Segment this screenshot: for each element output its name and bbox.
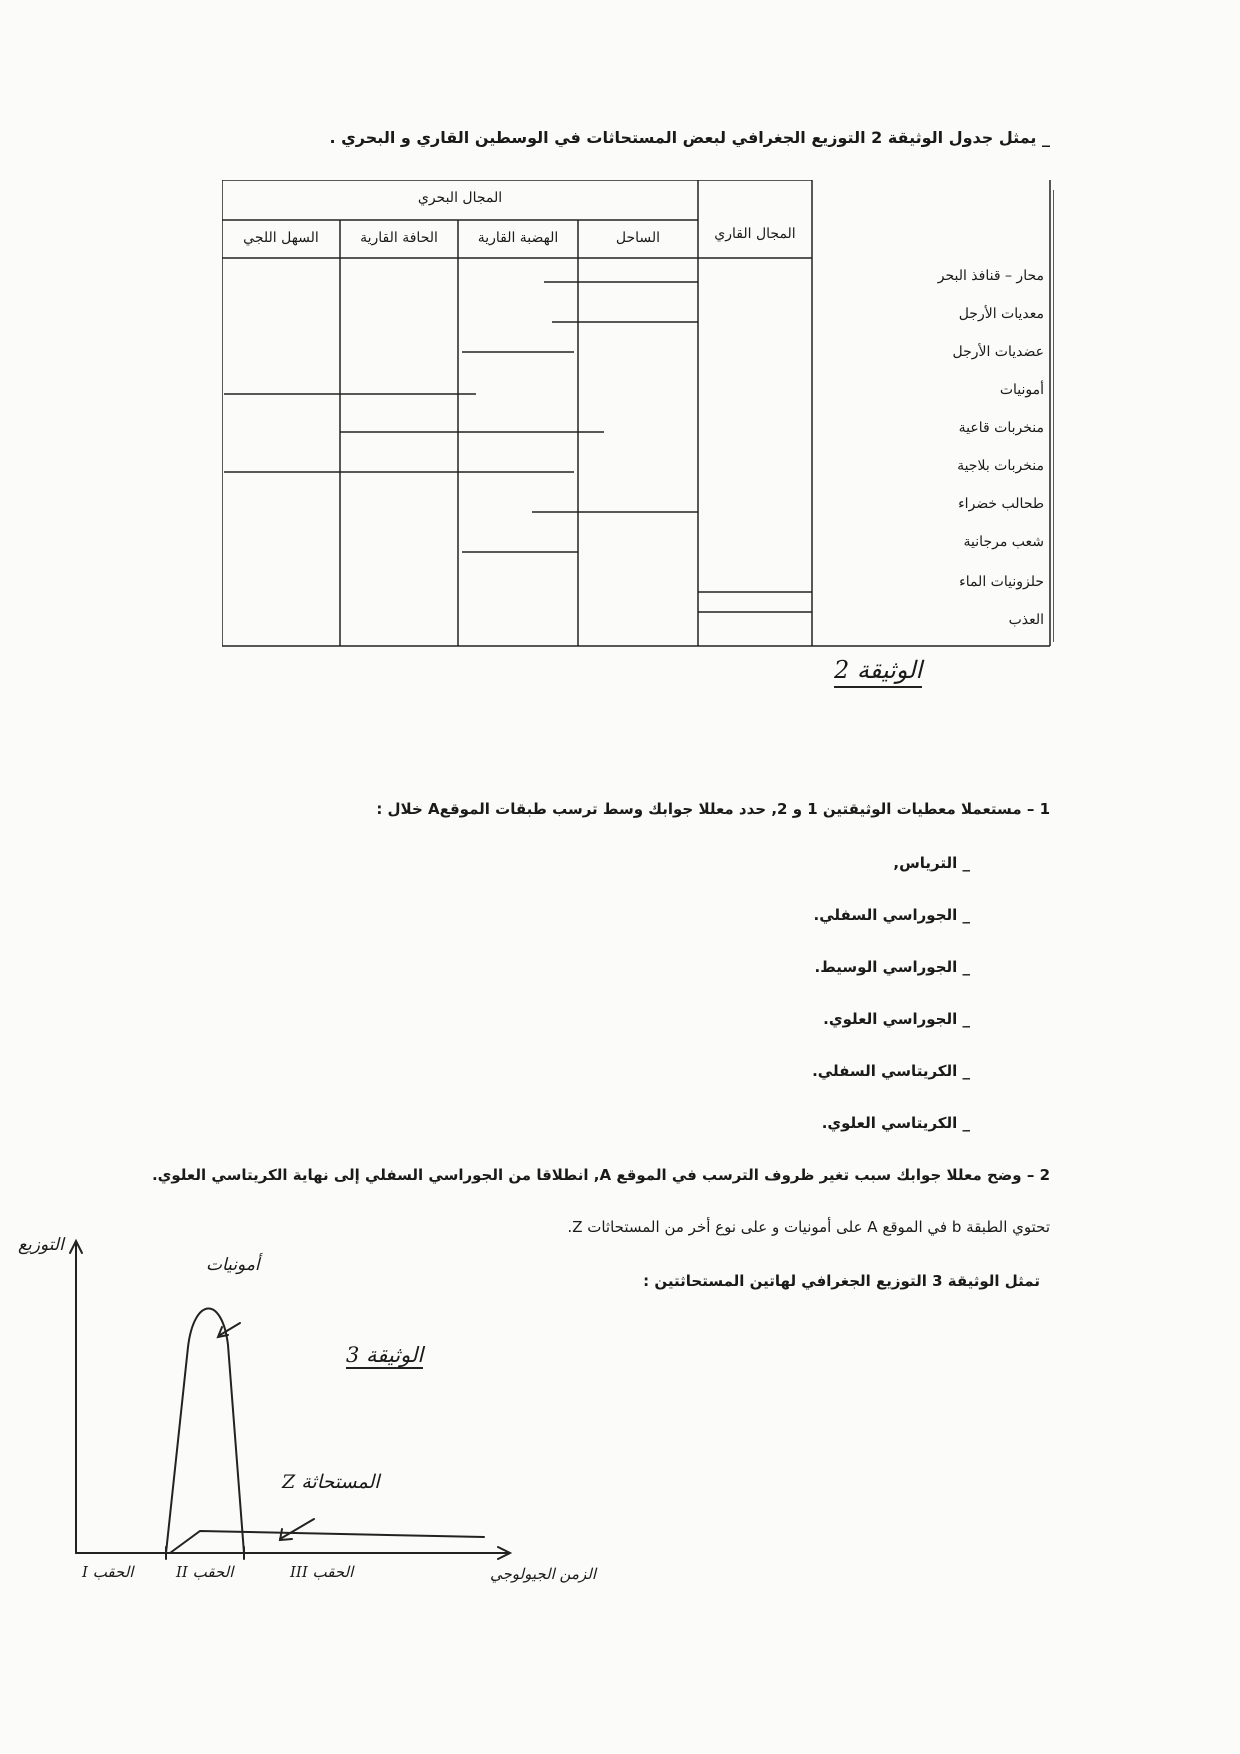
fossil-distribution-table — [222, 180, 1054, 648]
row-label: حلزونيات الماء — [959, 574, 1044, 590]
era-item: _ الجوراسي السفلي. — [813, 906, 970, 924]
col-continental-shelf: الهضبة القارية — [477, 230, 559, 246]
y-axis-label: التوزيع — [18, 1235, 64, 1255]
era-1-label: الحقب I — [82, 1563, 134, 1581]
col-continental-edge: الحافة القارية — [360, 230, 438, 246]
row-label: أمونيات — [999, 382, 1044, 398]
ammonites-label: أمونيات — [206, 1255, 260, 1275]
question-1: 1 – مستعملا معطيات الوثيقتين 1 و 2, حدد معللا جوابك وسط ترسب طبقات الموقعA خلال : — [376, 800, 1050, 818]
row-label: العذب — [1008, 612, 1044, 628]
row-label: عضديات الأرجل — [952, 344, 1044, 360]
layer-b-text: تحتوي الطبقة b في الموقع A على أمونيات و على نوع أخر من المستحاثات Z. — [567, 1218, 1050, 1236]
row-label: منخربات قاعية — [958, 420, 1044, 436]
era-item: _ الترياس, — [893, 854, 970, 872]
graph-drawing — [0, 1235, 620, 1595]
x-axis-label: الزمن الجيولوجي — [490, 1565, 597, 1583]
intro-text: _ يمثل جدول الوثيقة 2 التوزيع الجغرافي لبعض المستحاثات في الوسطين القاري و البحري . — [329, 128, 1050, 147]
row-label: محار – قنافذ البحر — [937, 268, 1044, 284]
question-2: 2 – وضح معللا جوابك سبب تغير ظروف الترسب في الموقع A, انطلاقا من الجوراسي السفلي إلى نهاية الكريتاسي العلوي. — [151, 1166, 1050, 1184]
doc3-intro: تمثل الوثيقة 3 التوزيع الجغرافي لهاتين المستحاثتين : — [643, 1272, 1040, 1290]
era-2-label: الحقب II — [176, 1563, 234, 1581]
doc3-distribution-graph — [0, 1235, 620, 1595]
era-item: _ الجوراسي الوسيط. — [814, 958, 970, 976]
row-label: طحالب خضراء — [958, 496, 1044, 512]
era-item: _ الجوراسي العلوي. — [823, 1010, 970, 1028]
ammonites-curve — [166, 1308, 244, 1553]
era-item: _ الكريتاسي العلوي. — [821, 1114, 970, 1132]
col-littoral: الساحل — [615, 230, 661, 246]
doc3-caption: الوثيقة 3 — [346, 1343, 424, 1367]
row-label: منخربات بلاجية — [957, 458, 1044, 474]
table-grid — [222, 180, 1054, 648]
row-label: معديات الأرجل — [958, 306, 1044, 322]
row-label: شعب مرجانية — [963, 534, 1044, 550]
fossil-z-label: المستحاثة Z — [282, 1471, 380, 1493]
era-item: _ الكريتاسي السفلي. — [812, 1062, 970, 1080]
era-3-label: الحقب III — [290, 1563, 354, 1581]
doc2-caption: الوثيقة 2 — [834, 656, 922, 688]
fossil-z-curve — [170, 1531, 484, 1553]
col-continental: المجال القاري — [714, 226, 796, 242]
marine-domain-header: المجال البحري — [417, 190, 503, 206]
col-abyssal-plain: السهل اللجي — [243, 230, 319, 246]
